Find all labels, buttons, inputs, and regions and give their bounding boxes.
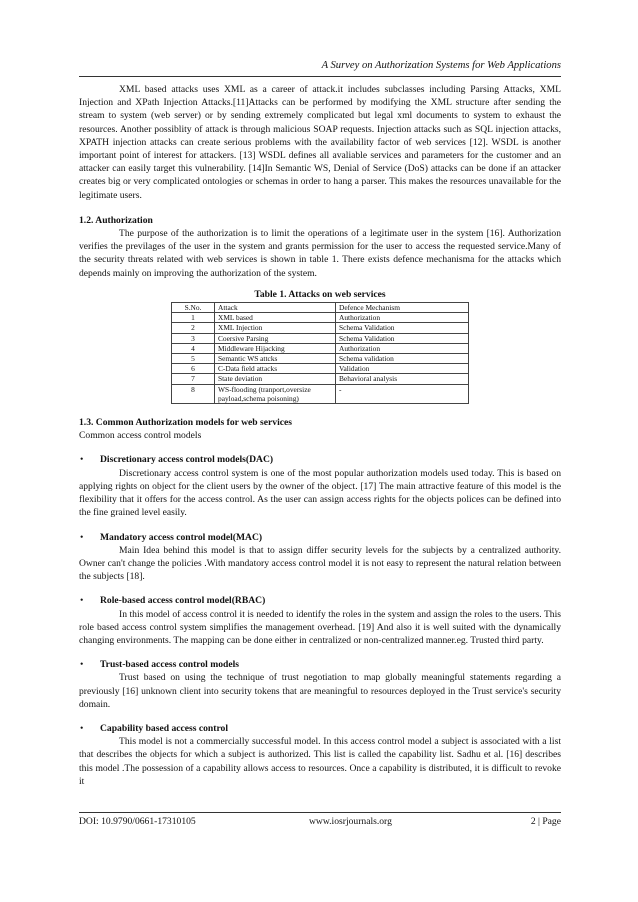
bullet-icon: • [80, 531, 84, 543]
model-title-row [79, 531, 561, 544]
table-row [172, 354, 469, 364]
table-cell: 2 [172, 323, 215, 333]
table-row [172, 364, 469, 374]
table-cell: XML Injection [215, 323, 336, 333]
table-cell: State deviation [215, 374, 336, 384]
table-cell: 1 [172, 313, 215, 323]
table-row [172, 343, 469, 353]
table-cell: Behavioral analysis [336, 374, 469, 384]
model-description: Trust based on using the technique of trust negotiation to map globally meaningful statements regarding a previously [16] unknown client into security tokens that are meaningful to resources deployed in the Trust service's security domain. [79, 672, 561, 710]
model-mac [79, 531, 561, 584]
table-header-row [172, 303, 469, 313]
model-title-row [79, 453, 561, 466]
model-capability-based [79, 722, 561, 788]
table-row [172, 374, 469, 384]
table-cell: Schema Validation [336, 323, 469, 333]
model-title: Mandatory access control model(MAC) [100, 531, 263, 543]
table-cell: Coersive Parsing [215, 333, 336, 343]
bullet-icon: • [80, 454, 84, 466]
table-header-cell: S.No. [172, 303, 215, 313]
bullet-icon: • [80, 722, 84, 734]
table-cell: WS-flooding (tranport,oversize payload,schema poisoning) [215, 384, 336, 403]
table-header-cell: Attack [215, 303, 336, 313]
header-rule [79, 76, 561, 77]
footer-rule [79, 812, 561, 813]
table-cell: C-Data field attacks [215, 364, 336, 374]
footer-doi: DOI: 10.9790/0661-17310105 [79, 816, 196, 827]
table-cell: 5 [172, 354, 215, 364]
table-cell: 4 [172, 343, 215, 353]
model-description: In this model of access control it is needed to identify the roles in the system and assign the roles to the users. This role based access control system simplifies the management overhead. [19] And also it is well suited with the dynamically changing environments. The mapping can be done either in centralized or non-centralized manner.eg. Trusted third party. [79, 608, 561, 646]
intro-paragraph: XML based attacks uses XML as a career of attack.it includes subclasses including Parsing Attacks, XML Injection and XPath Injection Attacks.[11]Attacks can be performed by modifying the XML structure after sending the stream to system (web server) or by sending extremely complicated but legal xml documents to system to exhaust the resources. Another possiblity of attack is through malicious SOAP requests. Injection attacks such as SQL injection attacks, XPATH injection attacks can create serious problems with the availability factor of web services [12]. WSDL is another important point of interest for attackers. [13] WSDL defines all avaliable services and parameters for the customer and an attacker can easily target this vulnerability. [14]In Semantic WS, Denial of Service (DoS) attacks can be done if an attacker creates big or very complicated ontologies or schemas in order to hang a parser. This makes the resources unavailable for the legitimate users. [79, 84, 561, 201]
table-cell: Authorization [336, 313, 469, 323]
bullet-icon: • [80, 595, 84, 607]
table-cell: 6 [172, 364, 215, 374]
table-cell: Schema validation [336, 354, 469, 364]
bullet-icon: • [80, 659, 84, 671]
footer-page-number: 2 | Page [530, 816, 561, 827]
page-body [79, 83, 561, 788]
section-subheading: Common access control models [79, 430, 202, 442]
attacks-table [171, 302, 469, 404]
table-row [172, 323, 469, 333]
table-cell: XML based [215, 313, 336, 323]
model-title: Discretionary access control models(DAC) [100, 454, 274, 466]
table-cell: 8 [172, 384, 215, 403]
model-title-row [79, 722, 561, 735]
model-title: Capability based access control [100, 722, 229, 734]
model-description: Discretionary access control system is one of the most popular authorization models used today. This is based on applying rights on object for the client users by the owner of the object. [17] The main attractive feature of this model is the flexibility that it offers for the access control. As the user can assign access rights for the objects polices can be defined into the fine grained level easily. [79, 467, 561, 519]
model-dac [79, 453, 561, 519]
table-cell: Validation [336, 364, 469, 374]
model-title-row [79, 658, 561, 671]
table-header-cell: Defence Mechanism [336, 303, 469, 313]
table-row [172, 384, 469, 403]
model-title: Trust-based access control models [100, 659, 240, 671]
table-cell: 3 [172, 333, 215, 343]
table-cell: Schema Validation [336, 333, 469, 343]
model-trust-based [79, 658, 561, 711]
model-description: This model is not a commercially successful model. In this access control model a subject is associated with a list that describes the objects for which a subject is authorized. This list is called the capability list. Sadhu et al. [16] describes this model .The possession of a capability allows access to resources. Once a capability is distributed, it is difficult to revoke it [79, 736, 561, 787]
table-row [172, 313, 469, 323]
table-cell: 7 [172, 374, 215, 384]
footer-site: www.iosrjournals.org [309, 816, 392, 827]
table-cell: Semantic WS attcks [215, 354, 336, 364]
table-caption: Table 1. Attacks on web services [254, 288, 386, 300]
model-description: Main Idea behind this model is that to assign differ security levels for the subjects by a centralized authority. Owner can't change the policies .With mandatory access control model it is not easy to represent the natural relation between the subjects [18]. [79, 544, 561, 583]
table-cell: - [336, 384, 469, 403]
section-heading-authorization-models: 1.3. Common Authorization models for web services [79, 417, 292, 429]
table-row [172, 333, 469, 343]
table-cell: Middleware Hijacking [215, 343, 336, 353]
model-rbac [79, 594, 561, 647]
section-heading-authorization: 1.2. Authorization [79, 214, 153, 226]
authorization-paragraph: The purpose of the authorization is to limit the operations of a legitimate user in the system [16]. Authorization verifies the previlages of the user in the system and grants permission for the user to access the requested service.Many of the security threats related with web services is shown in table 1. There exists defence mechanisma for the attacks which depends mainly on improving the authorization of the system. [79, 228, 561, 279]
model-title: Role-based access control model(RBAC) [100, 595, 266, 607]
table-cell: Authorization [336, 343, 469, 353]
running-header: A Survey on Authorization Systems for Web Applications [321, 60, 561, 71]
model-title-row [79, 594, 561, 607]
